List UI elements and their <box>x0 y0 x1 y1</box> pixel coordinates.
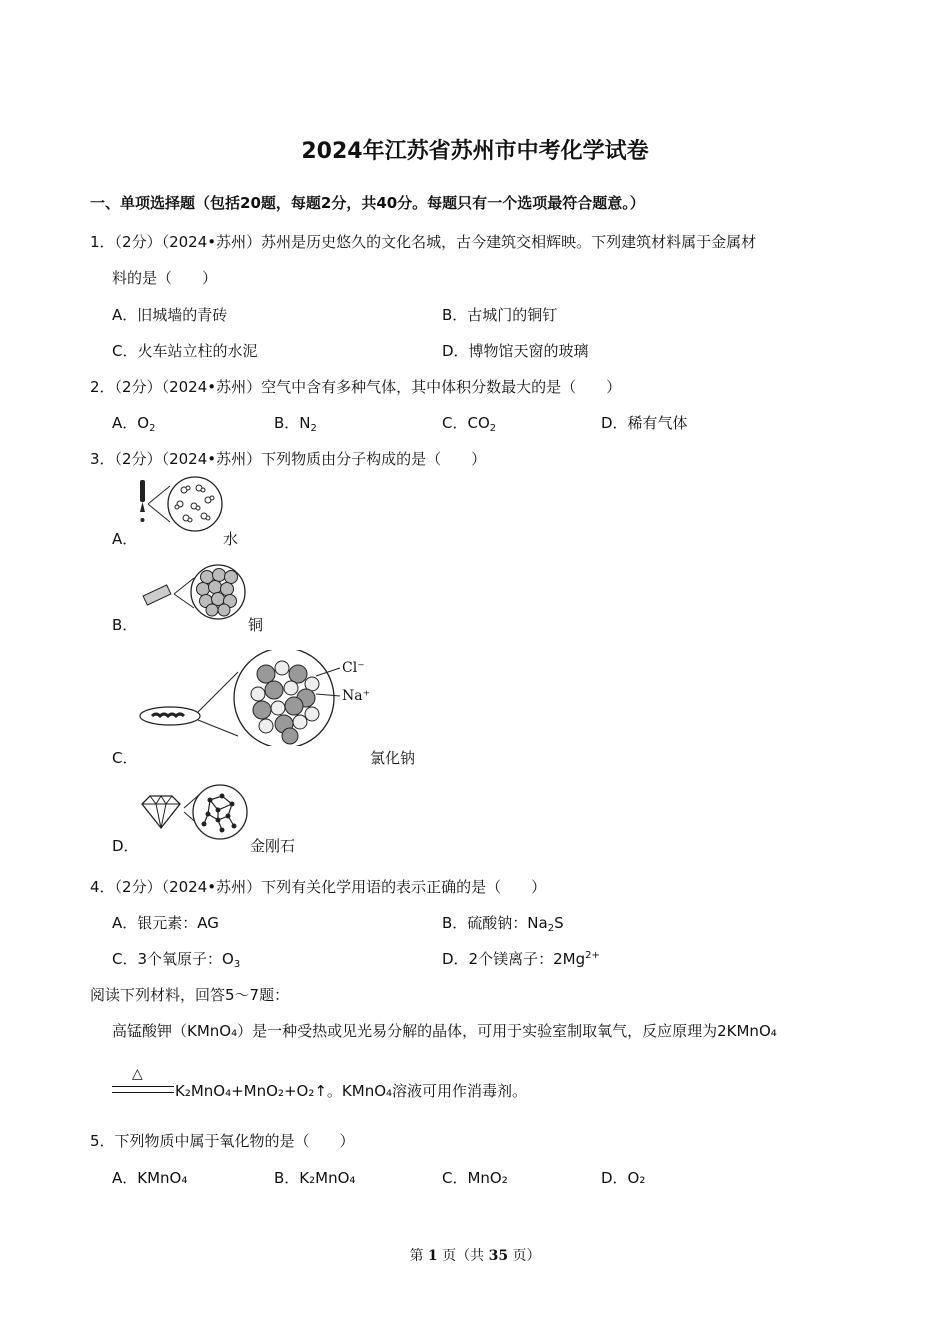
current-page-number: 1 <box>427 1248 438 1264</box>
chloride-ion-label: Cl⁻ <box>342 660 365 676</box>
question-3-option-a-label: A． <box>112 530 138 548</box>
total-page-number: 35 <box>488 1248 509 1264</box>
reading-line-2: K₂MnO₄+MnO₂+O₂↑。KMnO₄溶液可用作消毒剂。 <box>175 1082 528 1100</box>
question-3-option-c-caption: 氯化钠 <box>370 749 416 767</box>
question-5-option-b: B．K₂MnO₄ <box>274 1169 356 1187</box>
question-4-option-c: C．3个氧原子：$O_3$ <box>112 950 241 970</box>
heat-symbol: △ <box>132 1066 143 1082</box>
question-2-option-d: D．稀有气体 <box>601 414 688 432</box>
question-2-stem: 2．（2分）（2024•苏州）空气中含有多种气体，其中体积分数最大的是（ ） <box>90 378 622 396</box>
section-heading: 一、单项选择题（包括20题，每题2分，共40分。每题只有一个选项最符合题意。） <box>90 194 645 212</box>
page-footer: 第 1 页（共 35 页） <box>409 1248 541 1264</box>
question-2-option-b: B．$N_2$ <box>274 414 317 434</box>
question-2-option-a: A．$O_2$ <box>112 414 156 434</box>
question-1-stem-cont: 料的是（ ） <box>112 269 218 287</box>
reaction-equals-sign <box>112 1086 174 1093</box>
question-3-option-d-caption: 金刚石 <box>250 837 296 855</box>
question-3-option-a-caption: 水 <box>223 530 239 548</box>
question-5-option-a: A．KMnO₄ <box>112 1169 188 1187</box>
question-3-option-d-label: D． <box>112 837 139 855</box>
question-4-option-d: D．2个镁离子：$2Mg^{2+}$ <box>442 950 600 968</box>
page-title: 2024年江苏省苏州市中考化学试卷 <box>301 139 649 164</box>
question-4-stem: 4．（2分）（2024•苏州）下列有关化学用语的表示正确的是（ ） <box>90 878 547 896</box>
question-3-option-c-label: C． <box>112 749 138 767</box>
question-3-option-b-label: B． <box>112 616 138 634</box>
question-3-option-b-caption: 铜 <box>248 616 264 634</box>
question-1-stem: 1．（2分）（2024•苏州）苏州是历史悠久的文化名城，古今建筑交相辉映。下列建筑材料属于金属材 <box>90 233 757 251</box>
reading-line-1: 高锰酸钾（KMnO₄）是一种受热或见光易分解的晶体，可用于实验室制取氧气，反应原理为2KMnO₄ <box>112 1022 777 1040</box>
question-1-option-a: A．旧城墙的青砖 <box>112 306 228 324</box>
diamond-structure-figure <box>138 784 250 842</box>
question-5-option-c: C．MnO₂ <box>442 1169 508 1187</box>
copper-atoms-figure <box>138 564 250 620</box>
question-1-option-c: C．火车站立柱的水泥 <box>112 342 258 360</box>
question-3-stem: 3．（2分）（2024•苏州）下列物质由分子构成的是（ ） <box>90 450 487 468</box>
question-4-option-a: A．银元素：AG <box>112 914 219 932</box>
reading-intro: 阅读下列材料，回答5～7题： <box>90 986 290 1004</box>
question-5-option-d: D．O₂ <box>601 1169 646 1187</box>
question-2-option-c: C．$CO_2$ <box>442 414 497 434</box>
question-5-stem: 5．下列物质中属于氧化物的是（ ） <box>90 1132 355 1150</box>
question-4-option-b: B．硫酸钠：$Na_2S$ <box>442 914 564 934</box>
question-1-option-d: D．博物馆天窗的玻璃 <box>442 342 589 360</box>
water-molecule-figure <box>132 476 227 532</box>
question-1-option-b: B．古城门的铜钉 <box>442 306 558 324</box>
sodium-ion-label: Na⁺ <box>342 688 370 704</box>
